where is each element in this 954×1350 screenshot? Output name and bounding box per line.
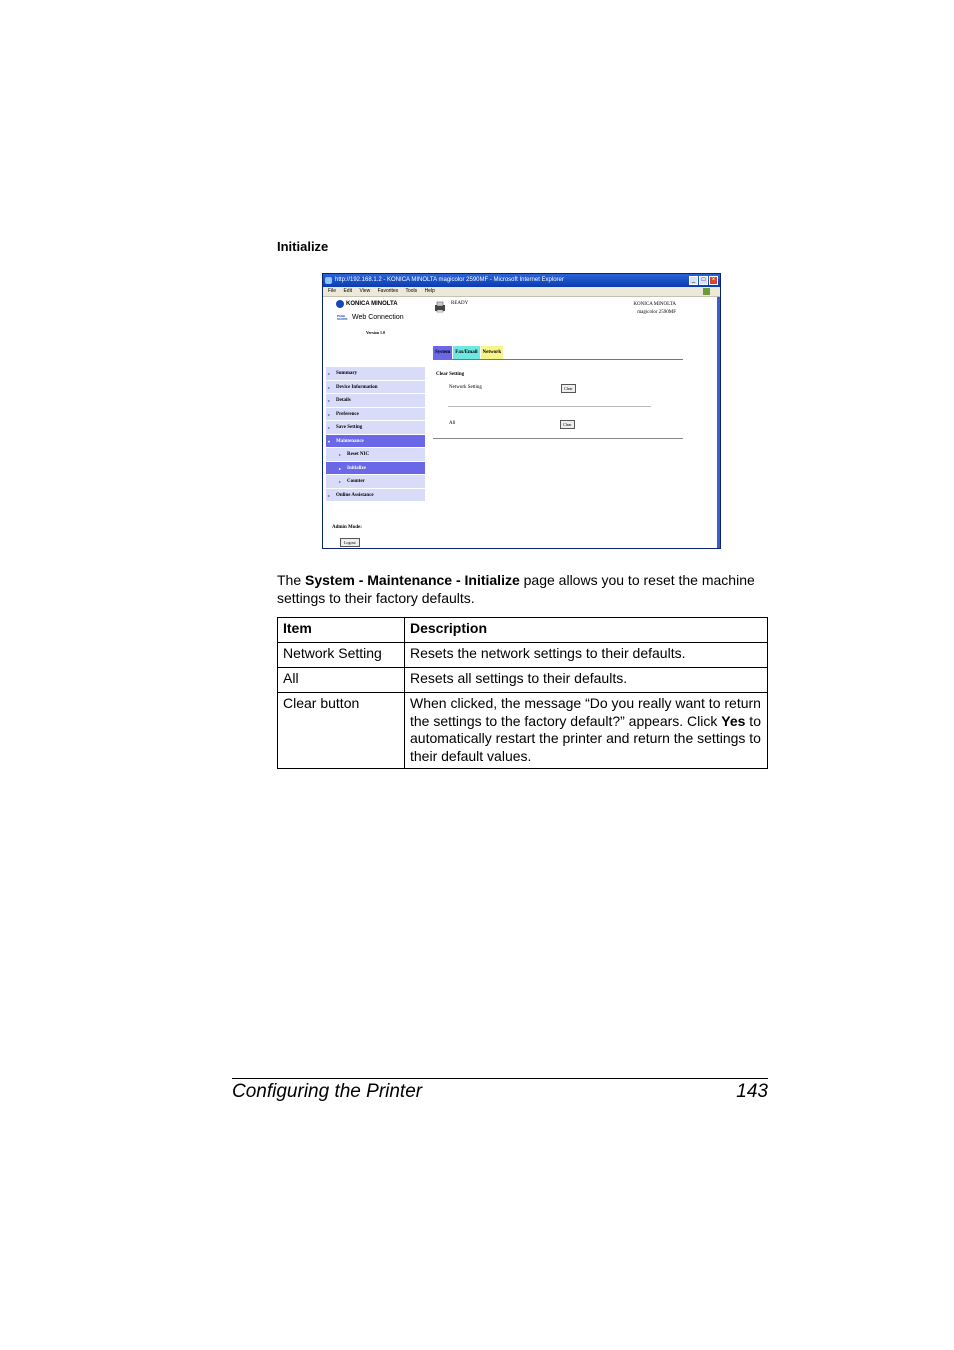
table-cell: Resets all settings to their defaults. — [405, 668, 768, 693]
column-header: Item — [278, 618, 405, 643]
divider — [448, 406, 651, 407]
all-clear-button[interactable]: Clear — [560, 420, 575, 429]
nav-summary[interactable]: ▸ Summary — [326, 367, 425, 381]
admin-mode-label: Admin Mode: — [332, 525, 362, 530]
network-clear-button[interactable]: Clear — [561, 384, 576, 393]
printer-icon — [434, 301, 446, 313]
status-text: READY — [451, 301, 469, 306]
settings-table — [277, 617, 768, 769]
nav-maintenance[interactable]: ▾ Maintenance — [326, 435, 425, 449]
tab-bar — [433, 346, 503, 359]
logo-mark-icon — [336, 300, 344, 308]
browser-titlebar — [323, 274, 720, 287]
table-row — [278, 693, 768, 769]
maximize-button[interactable]: □ — [699, 276, 708, 285]
pagescope-icon: PAGE SCOPE — [337, 313, 348, 321]
nav-counter[interactable]: ▸ Counter — [326, 475, 425, 489]
nav-online-assistance[interactable]: ▸ Online Assistance — [326, 489, 425, 503]
tab-fax-email[interactable]: Fax/Email — [453, 346, 479, 359]
table-cell: All — [278, 668, 405, 693]
menu-favorites[interactable]: Favorites — [377, 288, 399, 294]
section-title: Initialize — [277, 239, 329, 254]
column-header: Description — [405, 618, 768, 643]
footer-chapter-title: Configuring the Printer — [232, 1081, 423, 1102]
logout-button[interactable]: Logout — [340, 538, 360, 547]
tab-network[interactable]: Network — [481, 346, 504, 359]
nav-initialize[interactable]: ▸ Initialize — [326, 462, 425, 476]
menu-help[interactable]: Help — [424, 288, 435, 294]
window-frame-edge — [717, 297, 720, 548]
menu-tools[interactable]: Tools — [405, 288, 418, 294]
close-button[interactable]: × — [709, 276, 718, 285]
nav-save-setting[interactable]: ▸ Save Setting — [326, 421, 425, 435]
page-number: 143 — [736, 1081, 768, 1102]
table-cell: Clear button — [278, 693, 405, 769]
table-cell: When clicked, the message “Do you really want to return the settings to the factory default?” appears. Click Yes to automatically restart the printer and return the settings to their default values. — [405, 693, 768, 769]
menu-view[interactable]: View — [359, 288, 371, 294]
windows-flag-icon — [703, 288, 710, 295]
menu-bar — [323, 287, 720, 297]
table-row — [278, 643, 768, 668]
nav-device-information[interactable]: ▸ Device Information — [326, 381, 425, 395]
web-page — [323, 297, 720, 548]
web-connection-logo: PAGE SCOPE Web Connection — [337, 313, 404, 321]
footer-rule — [232, 1078, 768, 1079]
window-title: http://192.168.1.2 - KONICA MINOLTA magicolor 2590MF - Microsoft Internet Explorer — [335, 277, 564, 283]
sidebar-nav — [326, 367, 425, 502]
menu-edit[interactable]: Edit — [343, 288, 353, 294]
minimize-button[interactable]: _ — [689, 276, 698, 285]
table-cell: Network Setting — [278, 643, 405, 668]
nav-reset-nic[interactable]: ▸ Reset NIC — [326, 448, 425, 462]
konica-minolta-logo: KONICA MINOLTA — [336, 300, 398, 308]
description-paragraph: The System - Maintenance - Initialize page allows you to reset the machine settings to their factory defaults. — [277, 572, 755, 606]
table-cell: Resets the network settings to their defaults. — [405, 643, 768, 668]
clear-setting-title: Clear Setting — [436, 372, 465, 377]
divider — [433, 438, 683, 439]
network-setting-label: Network Setting — [449, 385, 482, 390]
tab-underline — [433, 359, 683, 360]
nav-preference[interactable]: ▸ Preference — [326, 408, 425, 422]
version-label: Version 1.0 — [366, 330, 385, 335]
nav-details[interactable]: ▸ Details — [326, 394, 425, 408]
ie-icon — [325, 277, 332, 284]
printer-brand: KONICA MINOLTA magicolor 2590MF — [633, 302, 676, 315]
table-row — [278, 668, 768, 693]
table-header-row — [278, 618, 768, 643]
menu-file[interactable]: File — [328, 288, 337, 294]
all-label: All — [449, 421, 456, 426]
tab-system[interactable]: System — [433, 346, 452, 359]
browser-screenshot — [322, 273, 721, 549]
